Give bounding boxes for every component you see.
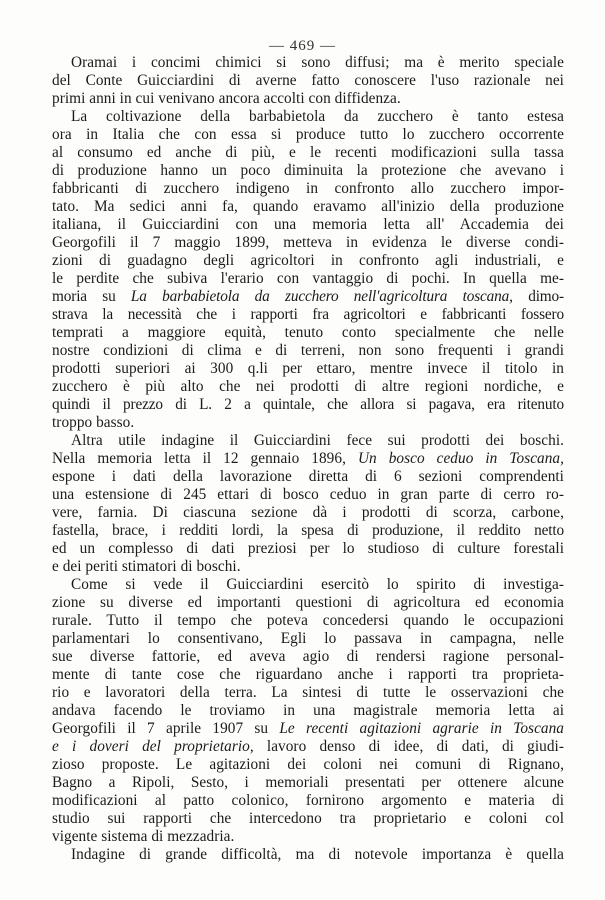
italic-title: Le recenti agitazioni agrarie in Toscana [279, 720, 564, 737]
text-run: dimo- [512, 288, 564, 305]
text-line [52, 324, 564, 342]
text-line [52, 720, 564, 738]
text-run: mente di tante cose che riguardano anche i rapporti tra proprieta- [52, 666, 564, 683]
text-line [52, 342, 564, 360]
text-run: Georgofili il 7 aprile 1907 su [52, 720, 280, 737]
text-line [52, 522, 564, 540]
text-line [52, 738, 564, 756]
text-run: rurale. Tutto il tempo che poteva concedersi quando le occupazioni [52, 612, 564, 629]
italic-title: e i doveri del proprietario, [52, 738, 254, 755]
text-run: al consumo ed anche di più, e le recenti modificazioni sulla tassa [52, 144, 564, 161]
page-number: — 469 — [269, 38, 336, 54]
text-run: ora in Italia che con essa si produce tutto lo zucchero occorrente [52, 126, 564, 143]
text-run: andava facendo le troviamo in una magistrale memoria letta ai [52, 702, 564, 719]
text-run: Altra utile indagine il Guicciardini fece sui prodotti dei boschi. [71, 432, 564, 449]
text-line [52, 612, 564, 630]
text-run: vigente sistema di mezzadria. [52, 828, 235, 845]
text-run: zioso proposte. Le agitazioni dei coloni nei comuni di Rignano, [52, 756, 564, 773]
text-line [52, 540, 564, 558]
text-line [52, 144, 564, 162]
text-run: rio e lavoratori della terra. La sintesi di tutte le osservazioni che [52, 684, 564, 701]
text-line [52, 702, 564, 720]
text-line [52, 72, 564, 90]
text-run: Bagno a Ripoli, Sesto, i memoriali presentati per ottenere alcune [52, 774, 564, 791]
text-run: temprati a maggiore equità, tenuto conto specialmente che nelle [52, 324, 564, 341]
text-line [52, 486, 564, 504]
text-line [52, 162, 564, 180]
italic-title: Un bosco ceduo in Toscana, [357, 450, 565, 467]
text-line [52, 468, 564, 486]
text-run: ed un complesso di dati preziosi per lo studioso di culture forestali [52, 540, 564, 557]
text-line [52, 684, 564, 702]
text-run: fabbricanti di zucchero indigeno in confronto allo zucchero impor- [52, 180, 564, 197]
text-run: italiana, il Guicciardini con una memoria letta all' Accademia dei [52, 216, 564, 233]
text-line [52, 846, 564, 864]
text-run: prodotti superiori ai 300 q.li per ettaro, mentre invece il titolo in [52, 360, 564, 377]
text-line [52, 432, 564, 450]
text-line [52, 180, 564, 198]
text-run: Come si vede il Guicciardini esercitò lo spirito di investiga- [71, 576, 564, 593]
text-line [52, 378, 564, 396]
text-line [52, 216, 564, 234]
text-line [52, 648, 564, 666]
text-line [52, 828, 564, 846]
text-line [52, 270, 564, 288]
text-line [52, 594, 564, 612]
text-line [52, 108, 564, 126]
text-line [52, 288, 564, 306]
text-run: lavoro denso di idee, di dati, di giudi- [253, 738, 564, 755]
text-line [52, 756, 564, 774]
text-run: primi anni in cui venivano ancora accolti con diffidenza. [52, 90, 401, 107]
text-run: quindi il prezzo di L. 2 a quintale, che allora si pagava, era ritenuto [52, 396, 564, 413]
text-line [52, 234, 564, 252]
text-run: studio sui rapporti che intercedono tra proprietario e coloni col [52, 810, 564, 827]
text-run: le perdite che subiva l'erario con vantaggio di pochi. In quella me- [52, 270, 564, 287]
text-line [52, 360, 564, 378]
text-run: Indagine di grande difficoltà, ma di notevole importanza è quella [71, 846, 564, 863]
text-run: Georgofili il 7 maggio 1899, metteva in evidenza le diverse condi- [52, 234, 564, 251]
text-line [52, 90, 564, 108]
text-run: moria su [52, 288, 131, 305]
text-line [52, 576, 564, 594]
text-run: una estensione di 245 ettari di bosco ceduo in gran parte di cerro ro- [52, 486, 564, 503]
text-run: Nella memoria letta il 12 gennaio 1896, [52, 450, 358, 467]
text-run: e dei periti stimatori di boschi. [52, 558, 241, 575]
text-run: Oramai i concimi chimici si sono diffusi; ma è merito speciale [71, 54, 564, 71]
text-run: zioni di guadagno degli agricoltori in confronto agli industriali, e [52, 252, 564, 269]
text-line [52, 306, 564, 324]
text-run: espone i dati della lavorazione diretta di 6 sezioni comprendenti [52, 468, 564, 485]
text-run: zucchero è più alto che nei prodotti di altre regioni nordiche, e [52, 378, 564, 395]
text-line [52, 810, 564, 828]
text-line [52, 252, 564, 270]
text-run: del Conte Guicciardini di averne fatto conoscere l'uso razionale nei [52, 72, 564, 89]
text-line [52, 630, 564, 648]
text-line [52, 198, 564, 216]
text-line [52, 774, 564, 792]
text-run: troppo basso. [52, 414, 135, 431]
text-run: modificazioni al patto colonico, fornirono argomento e materia di [52, 792, 564, 809]
text-line [52, 396, 564, 414]
text-line [52, 504, 564, 522]
text-run: nostre condizioni di clima e di terreni, non sono frequenti i grandi [52, 342, 564, 359]
text-line [52, 126, 564, 144]
text-run: sue diverse fattorie, ed aveva agio di rendersi ragione personal- [52, 648, 564, 665]
text-run: La coltivazione della barbabietola da zucchero è tanto estesa [71, 108, 564, 125]
text-line [52, 792, 564, 810]
text-line [52, 54, 564, 72]
text-line [52, 666, 564, 684]
body-text [52, 54, 564, 864]
text-line [52, 558, 564, 576]
text-run: zione su diverse ed importanti questioni di agricoltura ed economia [52, 594, 564, 611]
text-run: fastella, brace, i redditi lordi, la spesa di produzione, il reddito netto [52, 522, 564, 539]
italic-title: La barbabietola da zucchero nell'agricoltura toscana, [130, 288, 513, 305]
text-line [52, 414, 564, 432]
text-run: di produzione hanno un poco diminuita la protezione che avevano i [52, 162, 564, 179]
text-run: vere, farnia. Di ciascuna sezione dà i prodotti di scorza, carbone, [52, 504, 564, 521]
text-run: strava la necessità che i rapporti fra agricoltori e fabbricanti fossero [52, 306, 564, 323]
text-run: parlamentari lo consentivano, Egli lo passava in campagna, nelle [52, 630, 564, 647]
text-run: tato. Ma sedici anni fa, quando eravamo all'inizio della produzione [52, 198, 564, 215]
text-line [52, 450, 564, 468]
